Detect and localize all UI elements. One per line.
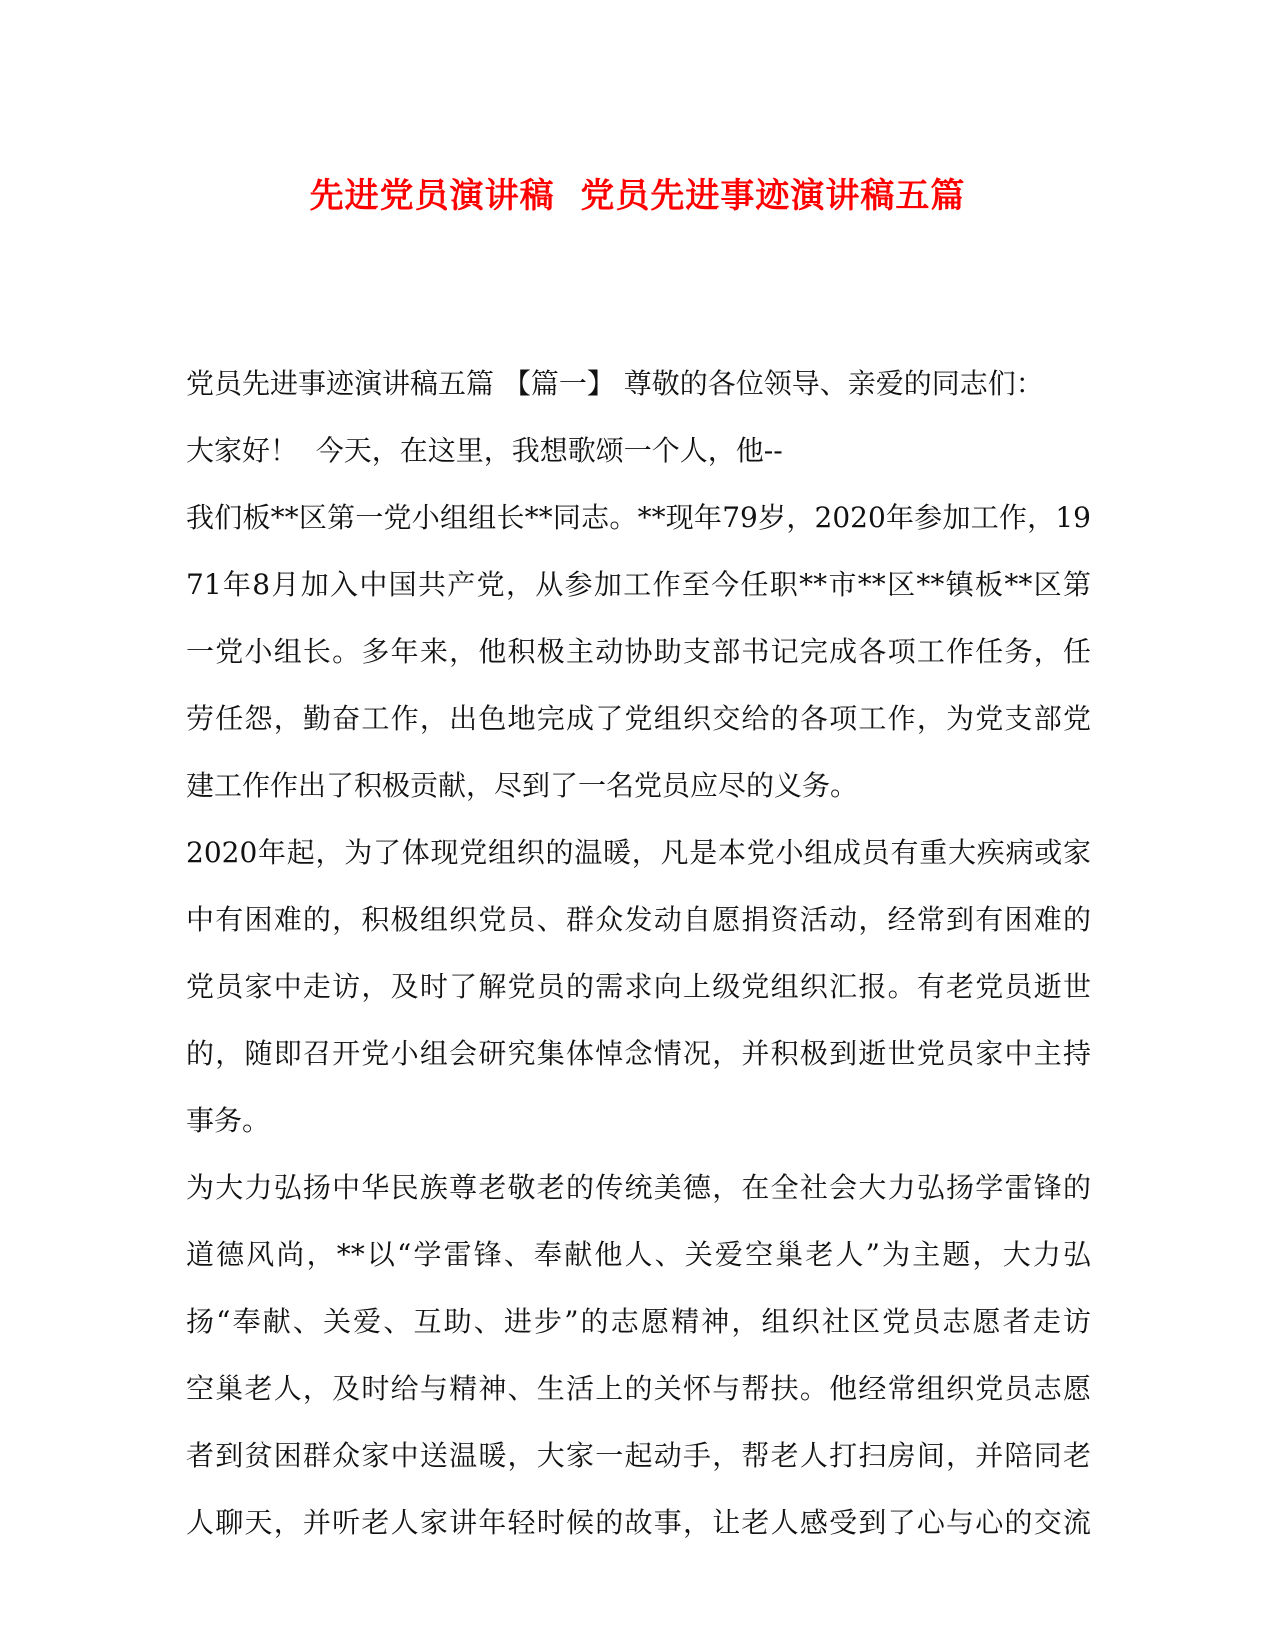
body-line: 的，随即召开党小组会研究集体悼念情况，并积极到逝世党员家中主持 xyxy=(186,1037,1091,1070)
document-body xyxy=(186,350,1091,1556)
body-line: 为大力弘扬中华民族尊老敬老的传统美德，在全社会大力弘扬学雷锋的 xyxy=(186,1171,1091,1204)
body-line: 人聊天，并听老人家讲年轻时候的故事，让老人感受到了心与心的交流 xyxy=(186,1506,1091,1539)
body-line: 大家好！ 今天，在这里，我想歌颂一个人，他-- xyxy=(186,434,783,467)
body-line: 空巢老人，及时给与精神、生活上的关怀与帮扶。他经常组织党员志愿 xyxy=(186,1372,1091,1405)
body-line: 者到贫困群众家中送温暖，大家一起动手，帮老人打扫房间，并陪同老 xyxy=(186,1439,1091,1472)
body-line: 劳任怨，勤奋工作，出色地完成了党组织交给的各项工作，为党支部党 xyxy=(186,702,1091,735)
body-line: 扬“奉献、关爱、互助、进步”的志愿精神，组织社区党员志愿者走访 xyxy=(186,1305,1091,1338)
body-line: 党员先进事迹演讲稿五篇 【篇一】 尊敬的各位领导、亲爱的同志们： xyxy=(186,367,1044,400)
document-title: 先进党员演讲稿 党员先进事迹演讲稿五篇 xyxy=(309,176,966,216)
body-line: 建工作作出了积极贡献，尽到了一名党员应尽的义务。 xyxy=(186,769,859,802)
body-line: 事务。 xyxy=(186,1104,271,1137)
body-line: 2020年起，为了体现党组织的温暖，凡是本党小组成员有重大疾病或家 xyxy=(186,836,1091,869)
body-line: 71年8月加入中国共产党，从参加工作至今任职**市**区**镇板**区第 xyxy=(186,568,1091,601)
body-line: 中有困难的，积极组织党员、群众发动自愿捐资活动，经常到有困难的 xyxy=(186,903,1091,936)
body-line: 一党小组长。多年来，他积极主动协助支部书记完成各项工作任务，任 xyxy=(186,635,1091,668)
body-line: 道德风尚，**以“学雷锋、奉献他人、关爱空巢老人”为主题，大力弘 xyxy=(186,1238,1091,1271)
body-line: 党员家中走访，及时了解党员的需求向上级党组织汇报。有老党员逝世 xyxy=(186,970,1091,1003)
body-line: 我们板**区第一党小组组长**同志。**现年79岁，2020年参加工作，19 xyxy=(186,501,1091,534)
